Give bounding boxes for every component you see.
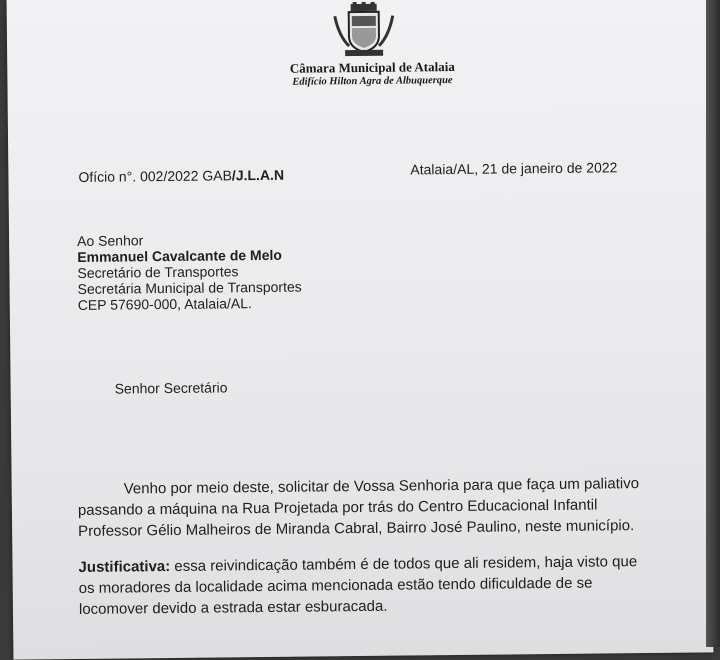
justification-paragraph [78,551,675,620]
recipient-address: CEP 57690-000, Atalaia/AL. [77,295,252,313]
justification-line: locomover devido a estrada estar esburacada. [78,597,388,618]
reference-number: Ofício n°. 002/2022 GAB [78,167,232,185]
letter-page [7,0,714,660]
recipient-role: Secretário de Transportes [77,263,239,281]
body-paragraph [78,473,675,542]
page-edge-shadow [706,0,720,647]
body-line: Venho por meio deste, solicitar de Vossa Senhoria para que faça um paliativo [123,475,640,498]
greeting: Senhor Secretário [114,379,228,397]
justification-label: Justificativa: [78,558,171,576]
recipient-salutation: Ao Senhor [77,232,144,249]
institution-name: Câmara Municipal de Atalaia [289,58,455,76]
justification-line: essa reivindicação também é de todos que ali residem, haja visto que [170,553,638,576]
recipient-name: Emmanuel Cavalcante de Melo [77,246,282,265]
coat-of-arms-icon [329,2,400,59]
building-name: Edifício Hilton Agra de Albuquerque [292,75,453,88]
document-date: Atalaia/AL, 21 de janeiro de 2022 [410,159,618,178]
body-line: passando a máquina na Rua Projetada por trás do Centro Educacional Infantil [77,496,598,519]
justification-line: os moradores da localidade acima mencionada estão tendo dificuldade de se [78,574,593,597]
document-reference [78,167,284,185]
reference-code: /J.L.A.N [231,166,285,184]
recipient-department: Secretária Municipal de Transportes [77,278,302,297]
body-line: Professor Gélio Malheiros de Miranda Cabral, Bairro José Paulino, neste município. [78,517,635,540]
